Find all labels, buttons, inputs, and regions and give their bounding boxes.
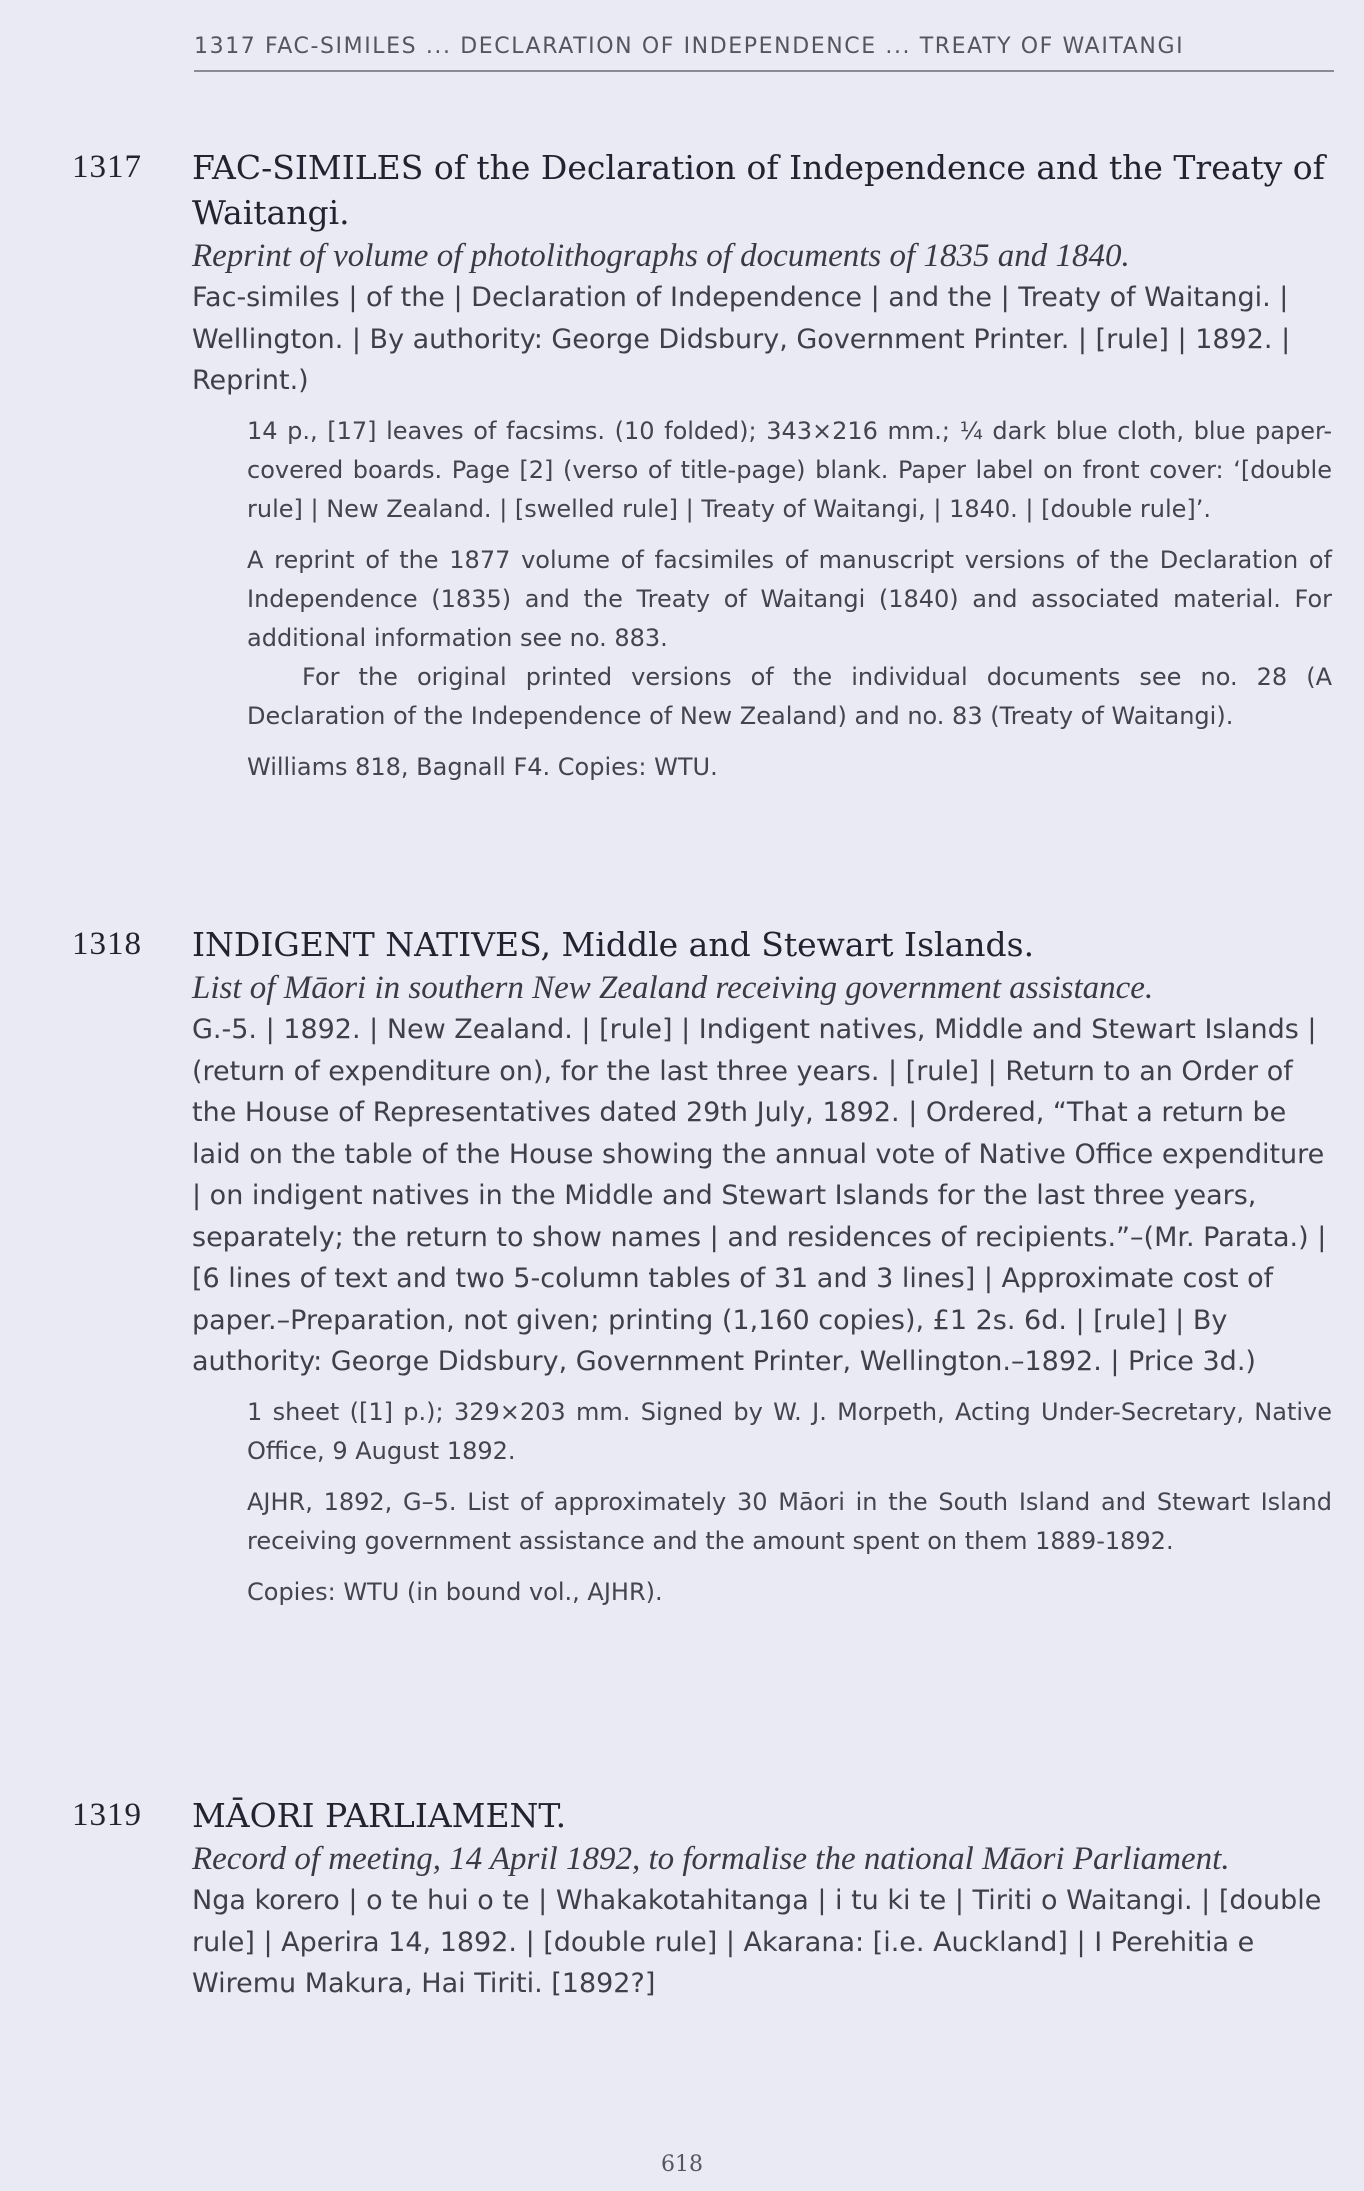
references-copies: Copies: WTU (in bound vol., AJHR). [247, 1577, 663, 1606]
entry-subtitle: List of Māori in southern New Zealand receiving government assistance. [192, 970, 1154, 1006]
entry-subtitle: Record of meeting, 14 April 1892, to formalise the national Māori Parliament. [192, 1841, 1230, 1877]
entry-number: 1317 [72, 149, 142, 185]
page-number: 618 [661, 2152, 703, 2177]
entry-body [192, 145, 1332, 799]
entry-notes [247, 412, 1332, 787]
entry-transcription: Nga korero | o te hui o te | Whakakotahitanga | i tu ki te | Tiriti o Waitangi. | [double rule] | Aperira 14, 1892. | [double rule] | Akarana: [i.e. Auckland] | I Perehitia e Wiremu Makura, Hai Tiriti. [1892?] [192, 1885, 1322, 1999]
entry-title: FAC-SIMILES of the Declaration of Independence and the Treaty of Waitangi. [192, 148, 1325, 232]
entry-title: MĀORI PARLIAMENT. [192, 1796, 567, 1835]
physical-description: 1 sheet ([1] p.); 329×203 mm. Signed by W. J. Morpeth, Acting Under-Secretary, Native Office, 9 August 1892. [247, 1397, 1332, 1465]
entry-notes [247, 1393, 1332, 1612]
physical-description: 14 p., [17] leaves of facsims. (10 folded); 343×216 mm.; ¼ dark blue cloth, blue paper-covered boards. Page [2] (verso of title-page) blank. Paper label on front cover: ‘[double rule] | New Zealand. | [swelled rule] | Treaty of Waitangi, | 1840. | [double rule]’. [247, 416, 1332, 523]
entry-transcription: G.-5. | 1892. | New Zealand. | [rule] | Indigent natives, Middle and Stewart Islands | (return of expenditure on), for the last three years. | [rule] | Return to an Order of the House of Representatives dated 29th July, 1892. | Ordered, “That a return be laid on the table of the House showing the annual vote of Native Office expenditure | on indigent natives in the Middle and Stewart Islands for the last three years, separately; the return to show names | and residences of recipients.”–(Mr. Parata.) | [6 lines of text and two 5-column tables of 31 and 3 lines] | Approximate cost of paper.–Preparation, not given; printing (1,160 copies), £1 2s. 6d. | [rule] | By authority: George Didsbury, Government Printer, Wellington.–1892. | Price 3d.) [192, 1014, 1327, 1377]
references-copies: Williams 818, Bagnall F4. Copies: WTU. [247, 752, 718, 781]
entry-number: 1318 [72, 926, 142, 962]
entry-subtitle: Reprint of volume of photolithographs of documents of 1835 and 1840. [192, 238, 1130, 274]
header-rule [194, 70, 1334, 72]
entry-body [192, 922, 1332, 1624]
entry-body [192, 1793, 1332, 2005]
entry-title: INDIGENT NATIVES, Middle and Stewart Islands. [192, 925, 1035, 964]
entry-transcription: Fac-similes | of the | Declaration of Independence | and the | Treaty of Waitangi. | Wellington. | By authority: George Didsbury, Government Printer. | [rule] | 1892. | Reprint.) [192, 282, 1291, 396]
note-paragraph: A reprint of the 1877 volume of facsimiles of manuscript versions of the Declaration of Independence (1835) and the Treaty of Waitangi (1840) and associated material. For additional information see no. 883. [247, 545, 1332, 652]
running-head: 1317 FAC-SIMILES ... DECLARATION OF INDEPENDENCE ... TREATY OF WAITANGI [194, 34, 1185, 59]
entry-number: 1319 [72, 1797, 142, 1833]
note-paragraph: AJHR, 1892, G–5. List of approximately 30 Māori in the South Island and Stewart Island receiving government assistance and the amount spent on them 1889-1892. [247, 1487, 1332, 1555]
note-paragraph: For the original printed versions of the individual documents see no. 28 (A Declaration of the Independence of New Zealand) and no. 83 (Treaty of Waitangi). [247, 662, 1332, 730]
